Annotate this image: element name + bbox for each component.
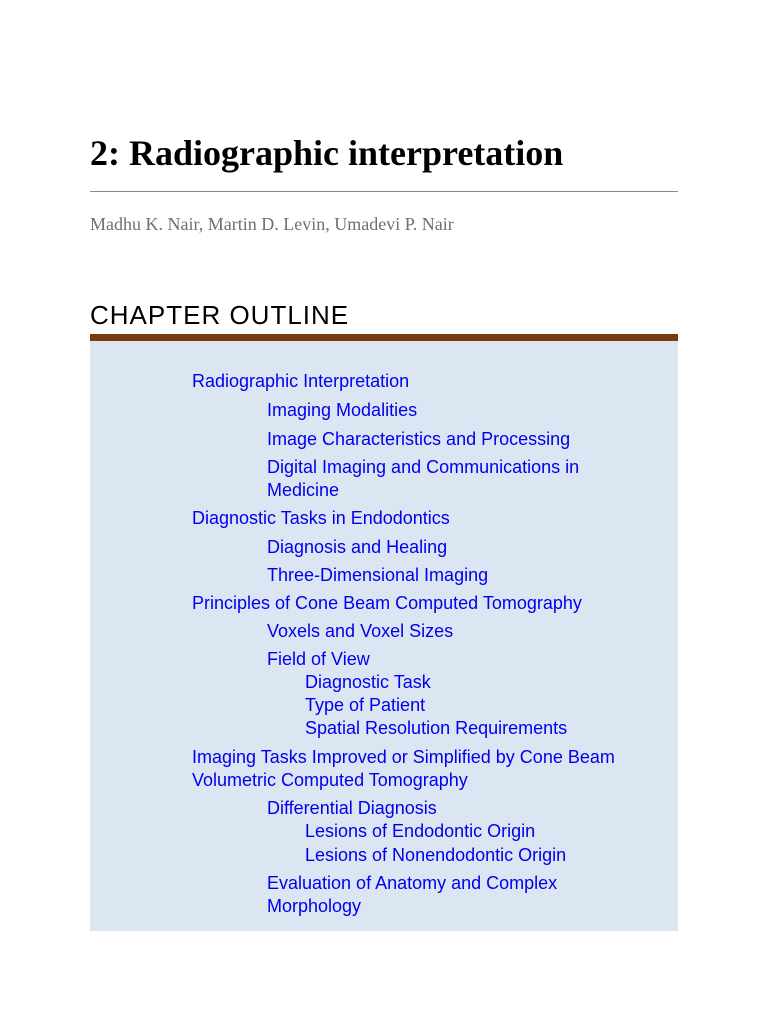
- chapter-outline-list: [90, 341, 678, 931]
- outline-link-imaging-modalities[interactable]: Imaging Modalities: [267, 400, 418, 420]
- title-divider: [90, 191, 678, 192]
- outline-link-type-of-patient[interactable]: Type of Patient: [305, 695, 426, 715]
- outline-link-radiographic-interpretation[interactable]: Radiographic Interpretation: [192, 371, 410, 391]
- outline-link-differential-diagnosis[interactable]: Differential Diagnosis: [267, 798, 437, 818]
- outline-link-diagnostic-tasks[interactable]: Diagnostic Tasks in Endodontics: [192, 508, 450, 528]
- outline-link-voxels[interactable]: Voxels and Voxel Sizes: [267, 621, 454, 641]
- outline-accent-bar: [90, 334, 678, 341]
- chapter-outline-heading: CHAPTER OUTLINE: [90, 300, 350, 330]
- outline-link-image-characteristics[interactable]: Image Characteristics and Processing: [267, 429, 571, 449]
- outline-link-cbct-principles[interactable]: Principles of Cone Beam Computed Tomography: [192, 593, 582, 613]
- outline-link-nonendodontic-lesions[interactable]: Lesions of Nonendodontic Origin: [305, 845, 567, 865]
- chapter-title: 2: Radiographic interpretation: [90, 133, 564, 173]
- chapter-outline-box: [90, 341, 678, 931]
- outline-link-spatial-resolution[interactable]: Spatial Resolution Requirements: [305, 718, 568, 738]
- outline-link-imaging-tasks-cbvct[interactable]: Imaging Tasks Improved or Simplified by Cone Beam Volumetric Computed Tomography: [192, 747, 615, 790]
- outline-link-three-dimensional-imaging[interactable]: Three-Dimensional Imaging: [267, 565, 489, 585]
- outline-link-endodontic-lesions[interactable]: Lesions of Endodontic Origin: [305, 821, 536, 841]
- chapter-authors: Madhu K. Nair, Martin D. Levin, Umadevi P. Nair: [90, 214, 454, 234]
- outline-link-dicom[interactable]: Digital Imaging and Communications in Medicine: [267, 457, 580, 500]
- outline-link-diagnostic-task[interactable]: Diagnostic Task: [305, 672, 431, 692]
- outline-link-diagnosis-healing[interactable]: Diagnosis and Healing: [267, 537, 448, 557]
- outline-link-field-of-view[interactable]: Field of View: [267, 649, 370, 669]
- outline-link-anatomy-morphology[interactable]: Evaluation of Anatomy and Complex Morphology: [267, 873, 558, 916]
